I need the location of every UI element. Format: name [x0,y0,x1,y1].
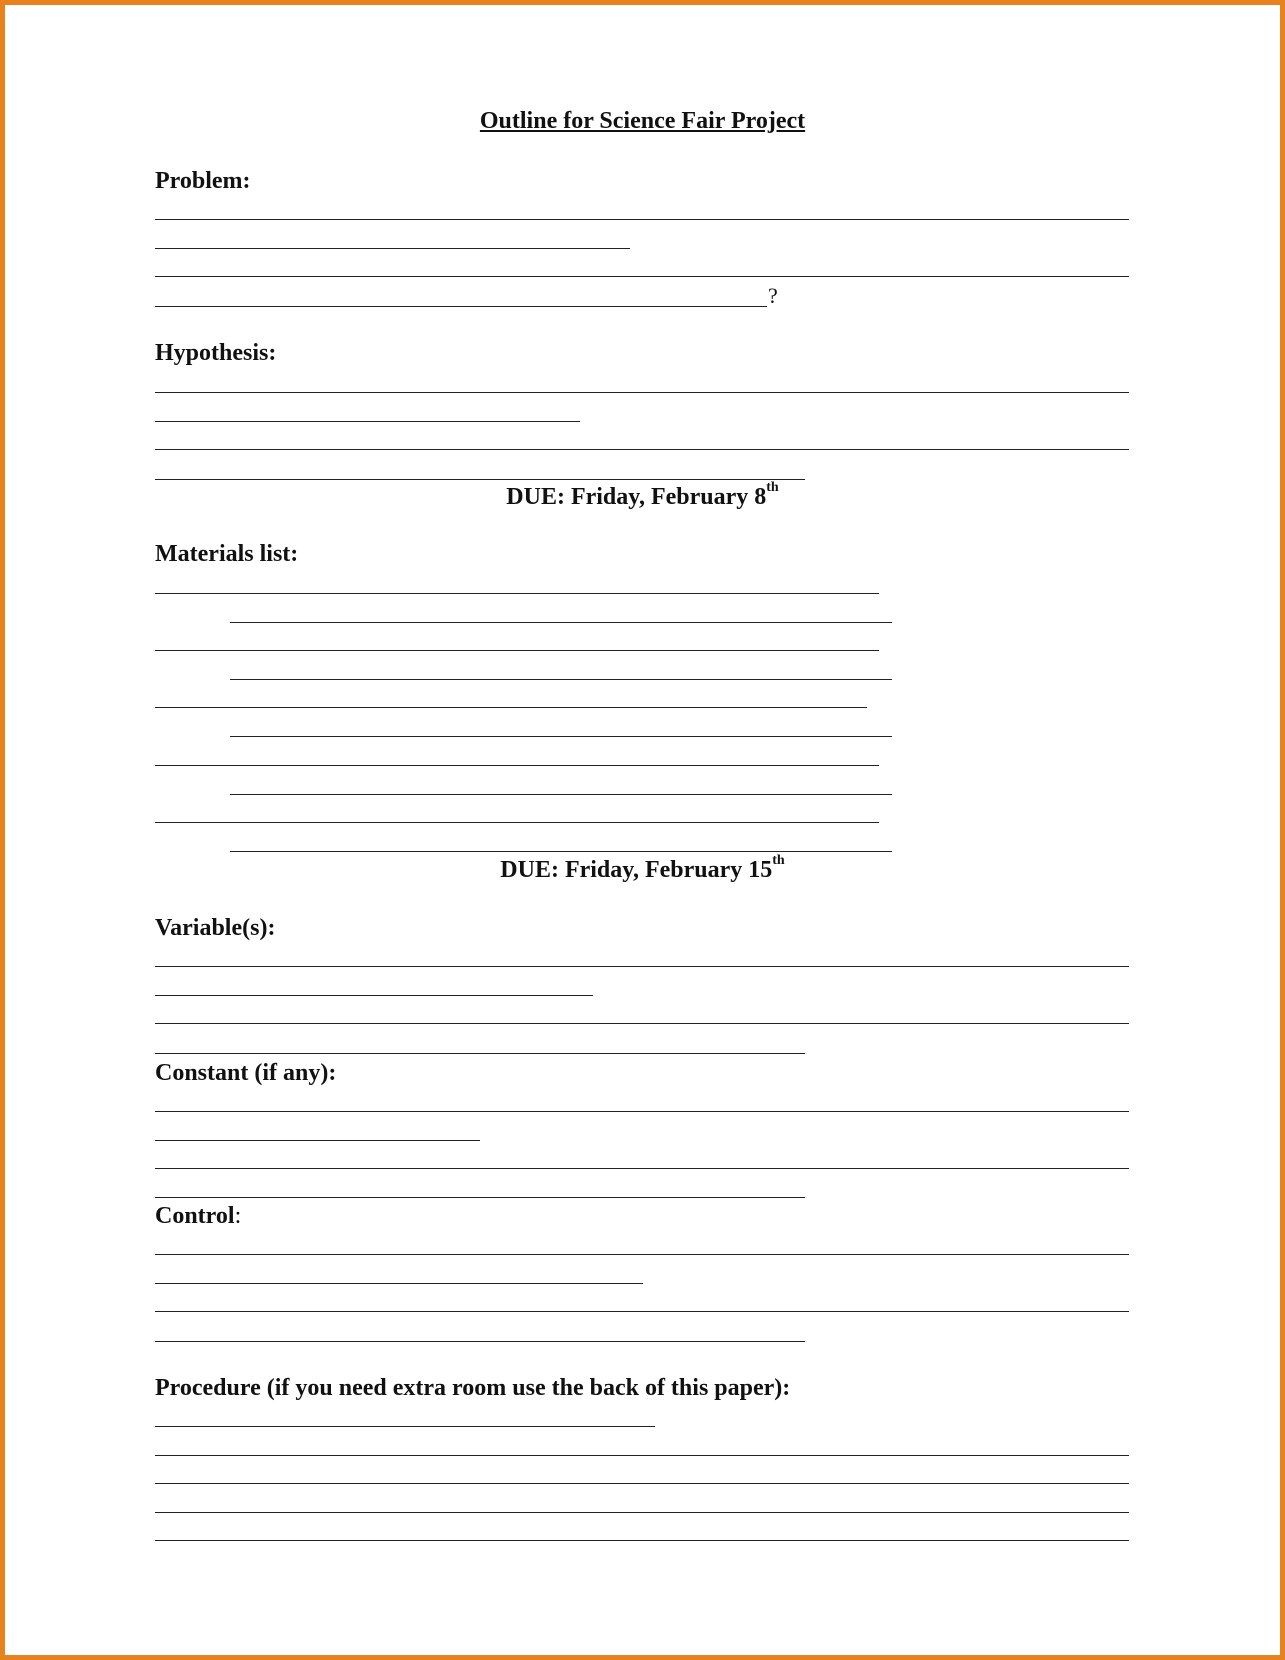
constant-line-3[interactable] [155,1168,1129,1169]
hypothesis-line-4[interactable] [155,479,805,480]
problem-heading: Problem: [155,168,251,194]
materials-heading: Materials list: [155,541,299,567]
variables-heading: Variable(s): [155,915,276,941]
materials-line[interactable] [155,822,879,823]
materials-line[interactable] [155,765,879,766]
procedure-line[interactable] [155,1512,1129,1513]
variables-line-3[interactable] [155,1023,1129,1024]
materials-line[interactable] [155,593,879,594]
control-line-4[interactable] [155,1341,805,1342]
materials-line[interactable] [230,851,892,852]
due-date-2 [0,853,1285,884]
due-date-1-suffix: th [766,480,779,495]
hypothesis-line-1[interactable] [155,392,1129,393]
due-date-1 [0,480,1285,511]
control-line-1[interactable] [155,1254,1129,1255]
control-line-3[interactable] [155,1311,1129,1312]
constant-heading: Constant (if any): [155,1060,337,1086]
materials-line[interactable] [230,679,892,680]
page-title: Outline for Science Fair Project [479,108,806,134]
problem-line-2[interactable] [155,248,630,249]
problem-line-1[interactable] [155,219,1129,220]
procedure-line[interactable] [155,1483,1129,1484]
hypothesis-heading: Hypothesis: [155,340,277,366]
materials-line[interactable] [230,622,892,623]
materials-line[interactable] [230,736,892,737]
due-date-2-suffix: th [772,853,785,868]
constant-line-4[interactable] [155,1197,805,1198]
hypothesis-line-2[interactable] [155,421,580,422]
materials-line[interactable] [155,707,867,708]
hypothesis-line-3[interactable] [155,449,1129,450]
constant-line-2[interactable] [155,1140,480,1141]
variables-line-4[interactable] [155,1053,805,1054]
materials-line[interactable] [230,794,892,795]
question-mark: ? [768,283,778,308]
procedure-line[interactable] [155,1426,655,1427]
variables-line-2[interactable] [155,995,593,996]
procedure-line[interactable] [155,1455,1129,1456]
control-colon: : [234,1203,242,1229]
procedure-heading: Procedure (if you need extra room use the back of this paper): [155,1375,791,1401]
control-line-2[interactable] [155,1283,643,1284]
variables-line-1[interactable] [155,966,1129,967]
due-date-2-text: DUE: Friday, February 15 [500,857,773,883]
materials-line[interactable] [155,650,879,651]
control-heading [155,1203,241,1230]
problem-line-3[interactable] [155,276,1129,277]
control-label: Control [155,1203,235,1229]
procedure-line[interactable] [155,1540,1129,1541]
problem-line-4[interactable] [155,306,767,307]
due-date-1-text: DUE: Friday, February 8 [506,484,767,510]
constant-line-1[interactable] [155,1111,1129,1112]
